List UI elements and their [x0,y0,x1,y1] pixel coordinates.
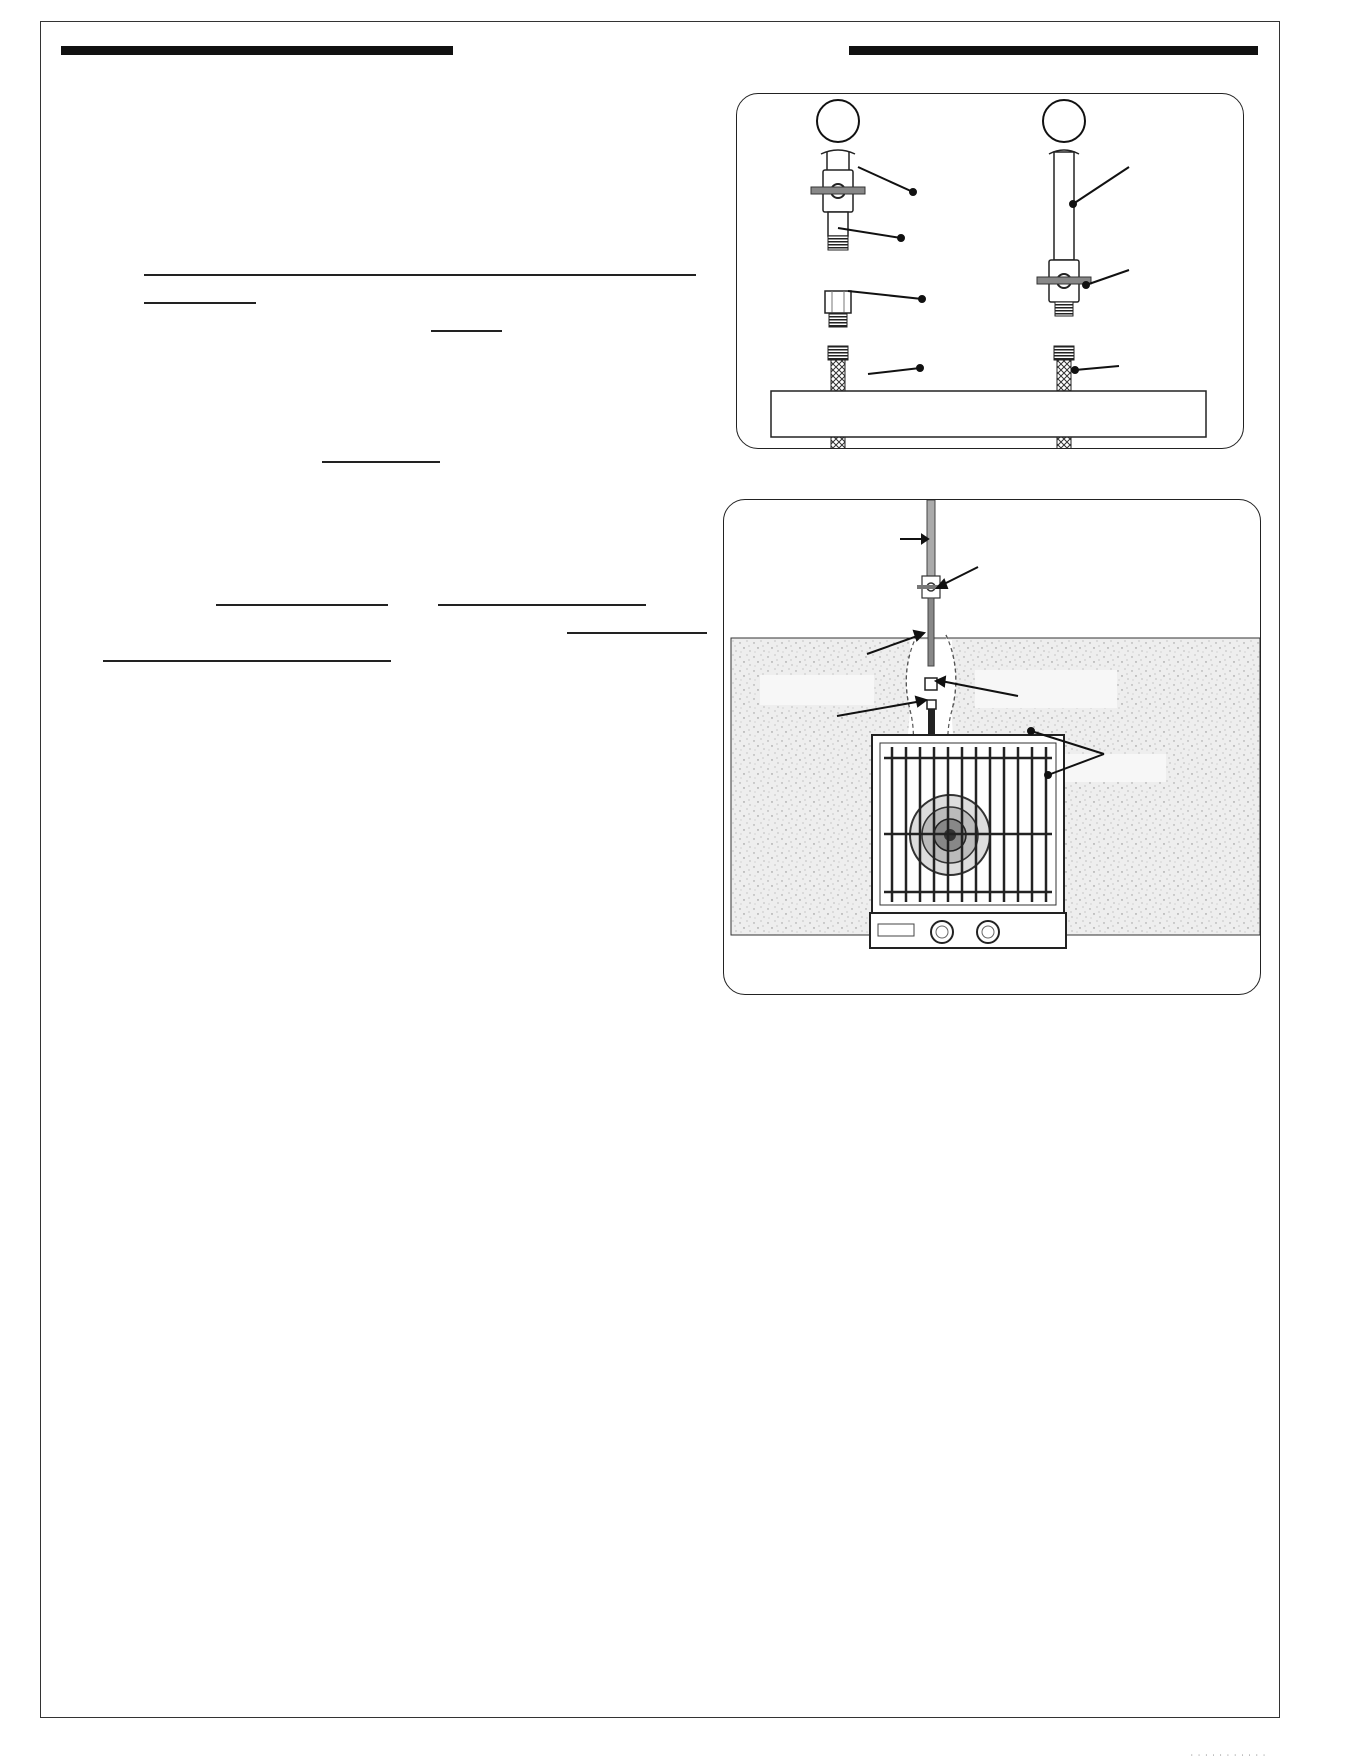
side-burner-unit [870,735,1066,948]
flare-fitting [925,678,937,690]
option-b-marker [1043,100,1085,142]
header-rule-left [61,46,453,55]
option-a-marker [817,100,859,142]
footer-code: · · · · · · · · · · · [1190,1752,1266,1759]
figure-connection-options [736,93,1244,449]
flex-hose-nut-b [1054,346,1074,360]
text-underline [216,604,388,606]
burner-inlet [928,709,935,735]
figure-countertop-installation [723,499,1261,995]
inlet-fitting [927,700,936,709]
caption-box [771,391,1206,437]
leader-lines-top [838,167,1129,374]
brand-plate [878,924,914,936]
text-underline [567,632,707,634]
countertop-highlight [760,675,874,705]
text-underline [144,302,256,304]
connection-options-drawing [737,94,1243,448]
gas-pipe-lower [928,598,934,666]
text-underline [103,660,391,662]
text-underline [438,604,646,606]
text-underline [144,274,696,276]
countertop-highlight [975,670,1117,708]
flare-adapter [825,291,851,313]
text-underline [322,461,440,463]
pipe-nipple [828,212,848,236]
header-rule-right [849,46,1258,55]
flex-hose-nut-a [828,346,848,360]
countertop-installation-drawing [724,500,1260,994]
text-underline [431,330,502,332]
